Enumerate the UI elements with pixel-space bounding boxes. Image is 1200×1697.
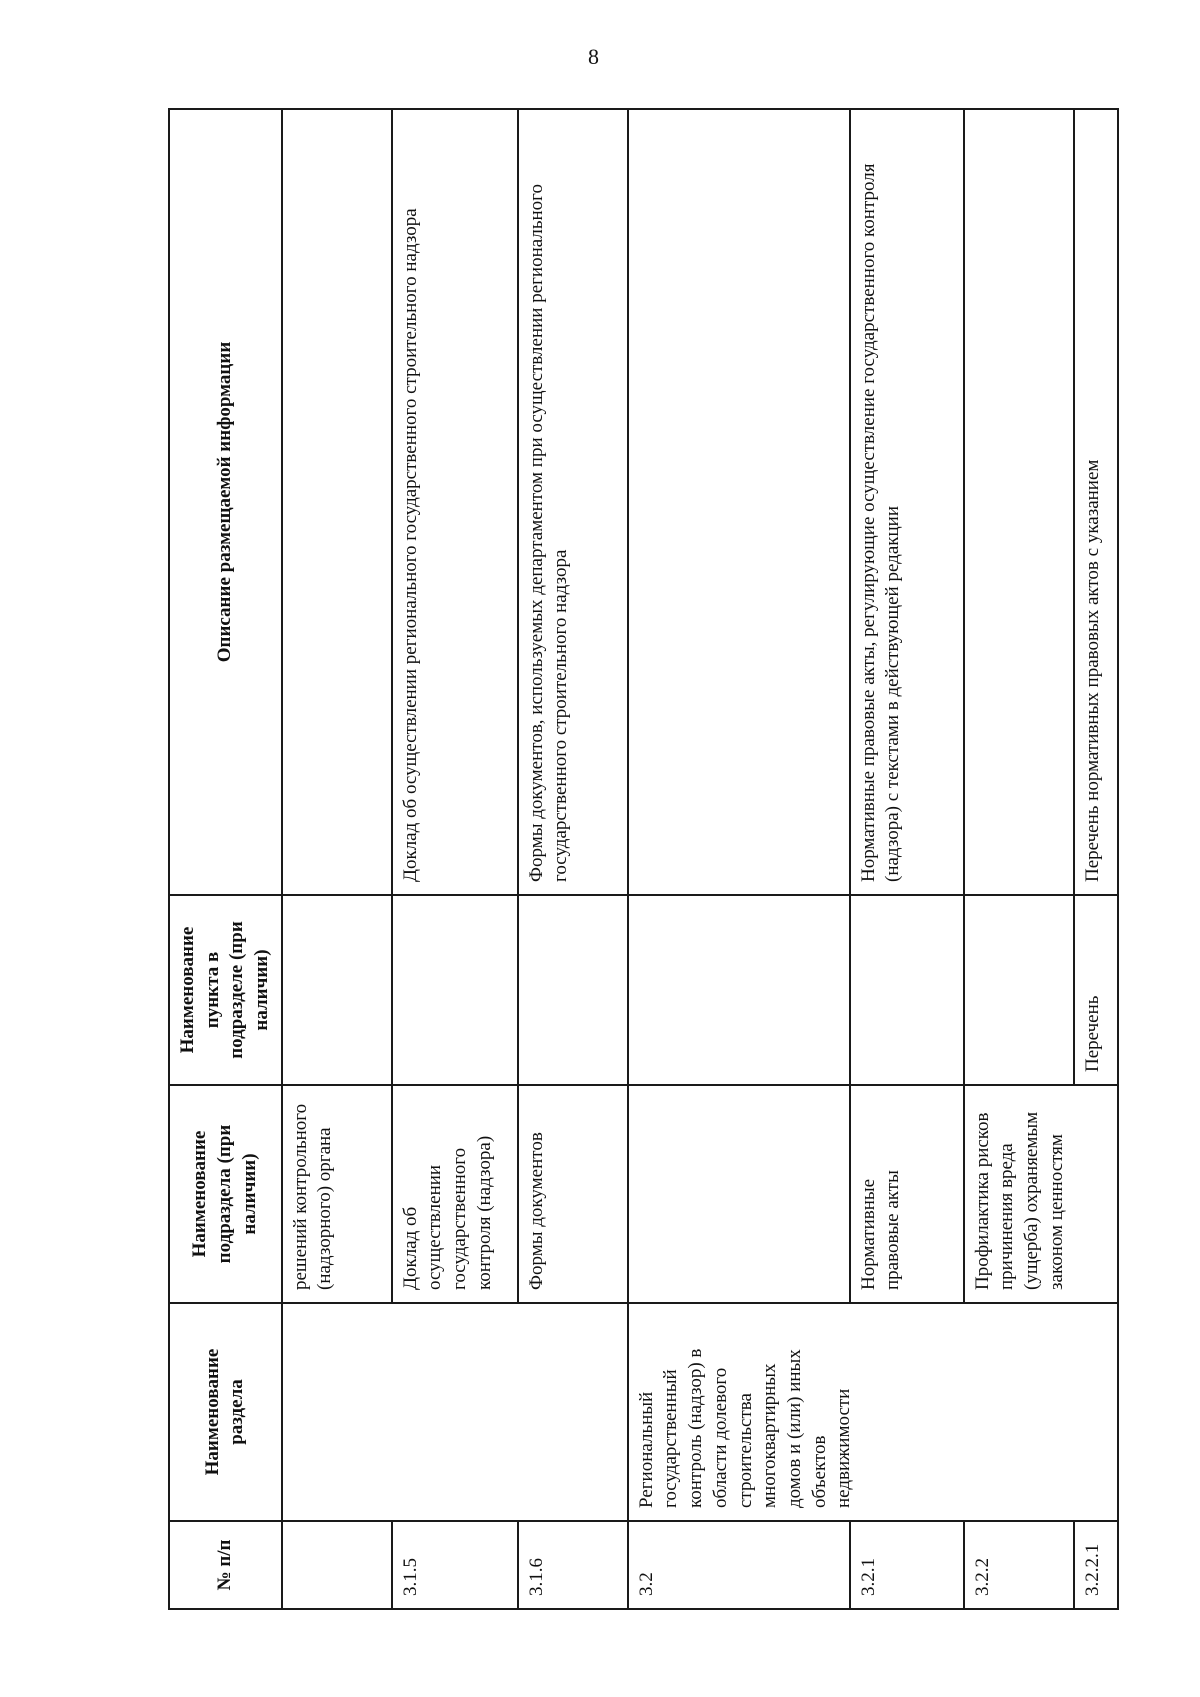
cell-item: Перечень: [1074, 895, 1118, 1085]
cell-subsection: [628, 1085, 850, 1303]
cell-section: [282, 1303, 628, 1521]
cell-description: Перечень нормативных правовых актов с указанием: [1074, 109, 1118, 895]
header-description: Описание размещаемой информации: [169, 109, 282, 895]
cell-item: [392, 895, 518, 1085]
cell-item: [964, 895, 1074, 1085]
cell-description: [964, 109, 1074, 895]
cell-description: [628, 109, 850, 895]
table-header-row: [169, 109, 282, 1609]
cell-number: 3.2: [628, 1521, 850, 1609]
cell-number: 3.1.6: [518, 1521, 628, 1609]
rotated-table-container: [168, 110, 1103, 1610]
cell-item: [850, 895, 964, 1085]
cell-description: Формы документов, используемых департаментом при осуществлении регионального государственного строительного надзора: [518, 109, 628, 895]
cell-description: Доклад об осуществлении регионального государственного строительного надзора: [392, 109, 518, 895]
cell-number: [282, 1521, 392, 1609]
table-row: [282, 109, 392, 1609]
cell-number: 3.2.2: [964, 1521, 1074, 1609]
cell-subsection: Нормативные правовые акты: [850, 1085, 964, 1303]
cell-item: [518, 895, 628, 1085]
cell-number: 3.2.1: [850, 1521, 964, 1609]
cell-item: [282, 895, 392, 1085]
cell-number: 3.2.2.1: [1074, 1521, 1118, 1609]
info-table: [168, 108, 1119, 1610]
cell-subsection: Формы документов: [518, 1085, 628, 1303]
header-item: Наименование пункта в подразделе (при наличии): [169, 895, 282, 1085]
cell-description: [282, 109, 392, 895]
cell-section: Региональный государственный контроль (надзор) в области долевого строительства многоквартирных домов и (или) иных объектов недвижимости: [628, 1303, 1118, 1521]
header-subsection: Наименование подраздела (при наличии): [169, 1085, 282, 1303]
cell-description: Нормативные правовые акты, регулирующие осуществление государственного контроля (надзора) с текстами в действующей редакции: [850, 109, 964, 895]
cell-subsection: Профилактика рисков причинения вреда (ущерба) охраняемым законом ценностям: [964, 1085, 1118, 1303]
cell-item: [628, 895, 850, 1085]
cell-number: 3.1.5: [392, 1521, 518, 1609]
page-number: 8: [588, 44, 599, 69]
header-number: № п/п: [169, 1521, 282, 1609]
table-row: [628, 109, 850, 1609]
cell-subsection: решений контрольного (надзорного) органа: [282, 1085, 392, 1303]
header-section: Наименование раздела: [169, 1303, 282, 1521]
cell-subsection: Доклад об осуществлении государственного контроля (надзора): [392, 1085, 518, 1303]
